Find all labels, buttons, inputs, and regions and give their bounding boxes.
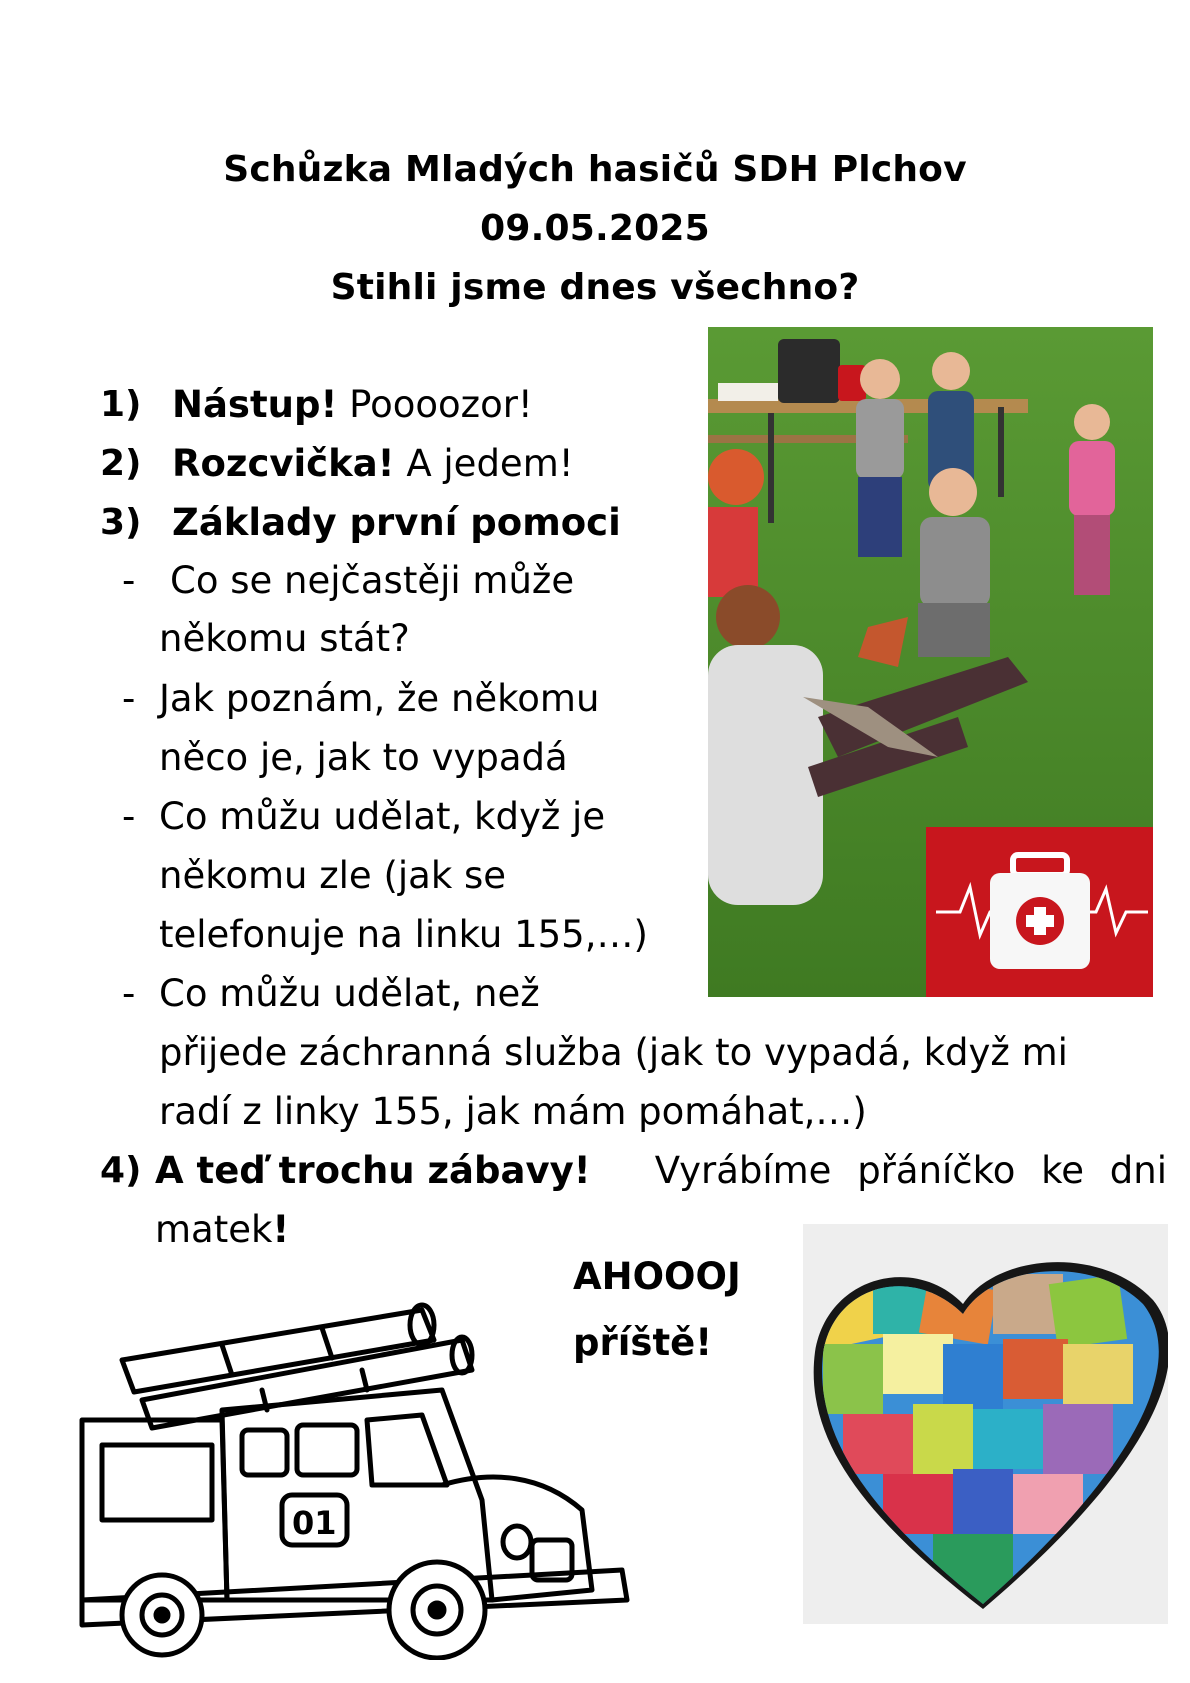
item-2-text <box>172 435 574 493</box>
subitem-3-line-3: telefonuje na linku 155,…) <box>159 913 648 956</box>
title-line-1: Schůzka Mladých hasičů SDH Plchov <box>223 149 967 190</box>
subitem-2-line-1: Jak poznám, že někomu <box>159 677 600 720</box>
item-4-line-2-bold: ! <box>272 1208 290 1251</box>
item-4-bold: A teď trochu zábavy! <box>155 1149 591 1192</box>
item-3-text <box>172 494 621 552</box>
first-aid-practice-photo <box>708 327 1153 997</box>
subitem-3-line-1: Co můžu udělat, když je <box>159 795 606 838</box>
item-4-number: 4) <box>100 1150 142 1191</box>
photo-illustration <box>708 327 1153 997</box>
subitem-1-line-1: Co se nejčastěji může <box>170 559 575 602</box>
subitem-3-dash: - <box>122 795 136 838</box>
item-1-bold: Nástup! <box>172 383 338 426</box>
item-4-text <box>155 1142 1167 1200</box>
subitem-4-dash: - <box>122 972 136 1015</box>
date-line: 09.05.2025 <box>480 208 710 249</box>
item-4-line-2-text: matek <box>155 1208 273 1251</box>
fire-truck-drawing <box>62 1270 642 1660</box>
item-3-bold: Základy první pomoci <box>172 501 621 544</box>
item-1-text <box>172 376 533 434</box>
subitem-4-line-3: radí z linky 155, jak mám pomáhat,…) <box>159 1090 867 1133</box>
subitem-4-line-2: přijede záchranná služba (jak to vypadá, když mi <box>159 1031 1068 1074</box>
item-4-line-2 <box>155 1201 289 1259</box>
item-3-number: 3) <box>100 502 142 543</box>
fire-truck-icon <box>62 1270 642 1660</box>
subitem-1-line-2: někomu stát? <box>159 617 410 660</box>
subitem-1-dash: - <box>122 559 136 602</box>
heart-craft-photo <box>803 1224 1168 1624</box>
heart-illustration <box>803 1224 1168 1624</box>
item-1-rest: Poooozor! <box>337 383 533 426</box>
farewell-line-2: příště! <box>573 1321 713 1364</box>
item-2-bold: Rozcvička! <box>172 442 395 485</box>
subtitle-line: Stihli jsme dnes všechno? <box>330 267 860 308</box>
item-2-rest: A jedem! <box>394 442 574 485</box>
subitem-2-line-2: něco je, jak to vypadá <box>159 736 568 779</box>
farewell-line-1: AHOOOJ <box>573 1255 741 1298</box>
truck-badge-number: 01 <box>292 1504 337 1542</box>
item-1-number: 1) <box>100 384 142 425</box>
item-4-rest: Vyrábíme přáníčko ke dni <box>654 1149 1167 1192</box>
subitem-3-line-2: někomu zle (jak se <box>159 854 507 897</box>
subitem-4-line-1: Co můžu udělat, než <box>159 972 540 1015</box>
item-2-number: 2) <box>100 443 142 484</box>
subitem-2-dash: - <box>122 677 136 720</box>
